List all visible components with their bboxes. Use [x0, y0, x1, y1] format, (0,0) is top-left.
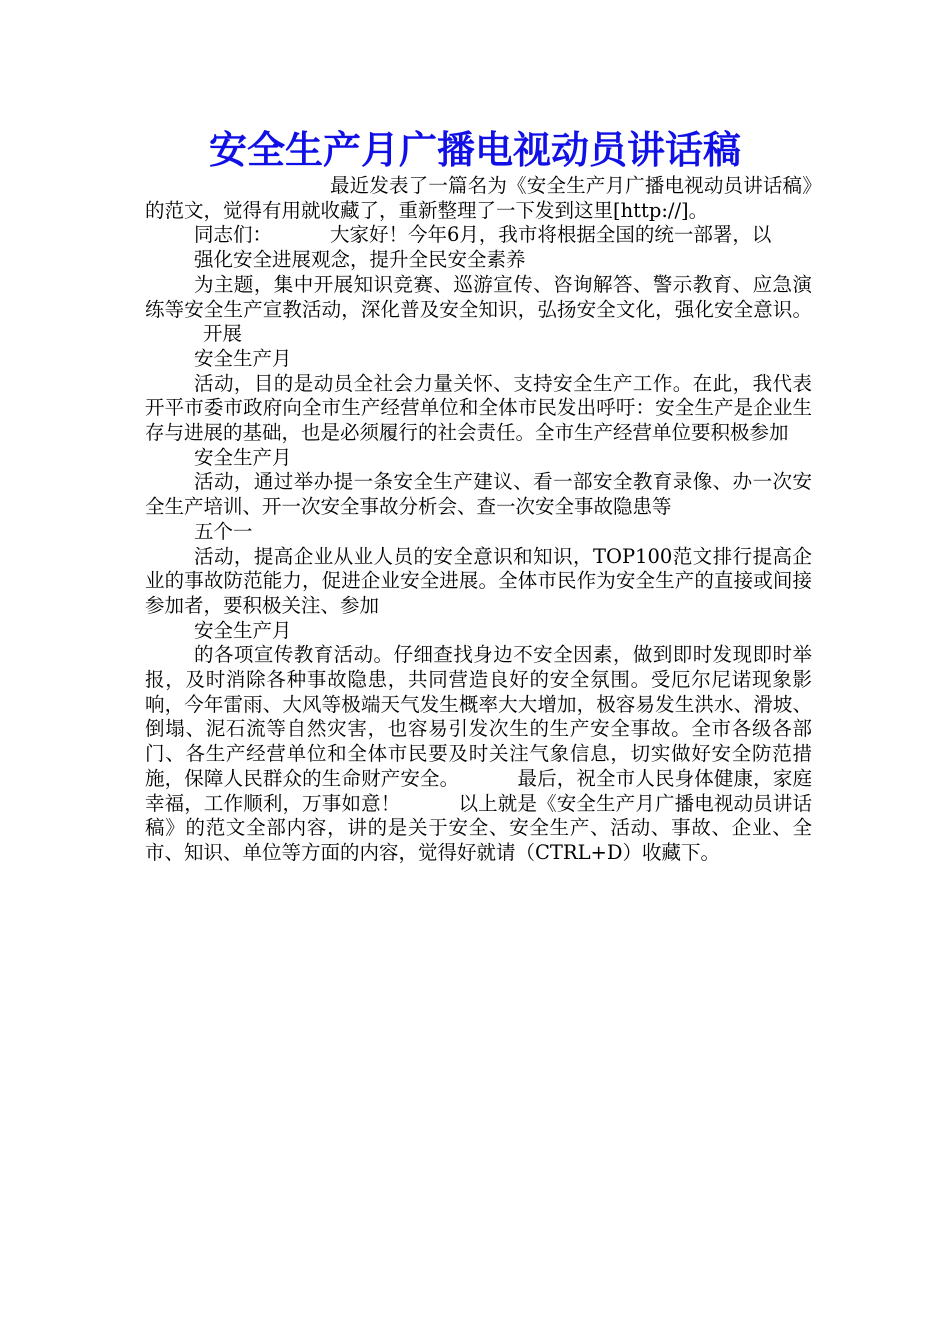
label-safety-month-2: 安全生产月 — [194, 445, 292, 469]
theme-tail-text: 开展 — [203, 322, 243, 346]
purpose-paragraph: 活动，目的是动员全社会力量关怀、支持安全生产工作。在此，我代表开平市委市政府向全市生产经营单位和全体市民发出呼吁：安全生产是企业生存与进展的基础，也是必须履行的社会责任。全市生产经营单位要积极参加 — [145, 371, 812, 445]
document-body — [145, 174, 812, 866]
citizens-paragraph — [145, 643, 812, 865]
greeting-paragraph — [145, 223, 812, 248]
opening-text: 大家好！今年6月，我市将根据全国的统一部署，以 — [330, 223, 772, 247]
citizens-text: 的各项宣传教育活动。仔细查找身边不安全因素，做到即时发现即时举报，及时消除各种事故隐患，共同营造良好的安全氛围。受厄尔尼诺现象影响，今年雷雨、大风等极端天气发生概率大大增加，极容易发生洪水、滑坡、倒塌、泥石流等自然灾害，也容易引发次生的生产安全事故。全市各级各部门、各生产经营单位和全体市民要及时关注气象信息，切实做好安全防范措施，保障人民群众的生命财产安全。 — [145, 643, 812, 790]
closing-text: 最后，祝全市人民身体健康，家庭幸福，工作顺利，万事如意！ — [145, 766, 812, 815]
theme-line: 强化安全进展观念，提升全民安全素养 — [194, 248, 526, 272]
intro-paragraph: 最近发表了一篇名为《安全生产月广播电视动员讲话稿》的范文，觉得有用就收藏了，重新整理了一下发到这里[http://]。 — [145, 174, 812, 222]
label-five-ones: 五个一 — [194, 519, 253, 543]
theme-body-paragraph — [145, 273, 812, 347]
greeting-text: 同志们： — [194, 223, 273, 247]
document-title: 安全生产月广播电视动员讲话稿 — [208, 128, 741, 172]
theme-body-text: 为主题，集中开展知识竞赛、巡游宣传、咨询解答、警示教育、应急演练等安全生产宣教活动，深化普及安全知识，弘扬安全文化，强化安全意识。 — [145, 272, 812, 321]
enterprise-paragraph: 活动，通过举办提一条安全生产建议、看一部安全教育录像、办一次安全生产培训、开一次安全事故分析会、查一次安全事故隐患等 — [145, 470, 812, 519]
footer-text: 以上就是《安全生产月广播电视动员讲话稿》的范文全部内容，讲的是关于安全、安全生产、活动、事故、企业、全市、知识、单位等方面的内容，觉得好就请（CTRL+D）收藏下。 — [145, 791, 812, 864]
label-safety-month-1: 安全生产月 — [194, 346, 292, 370]
label-safety-month-3: 安全生产月 — [194, 618, 292, 642]
improve-paragraph: 活动，提高企业从业人员的安全意识和知识，TOP100范文排行提高企业的事故防范能力，促进企业安全进展。全体市民作为安全生产的直接或间接参加者，要积极关注、参加 — [145, 544, 812, 617]
